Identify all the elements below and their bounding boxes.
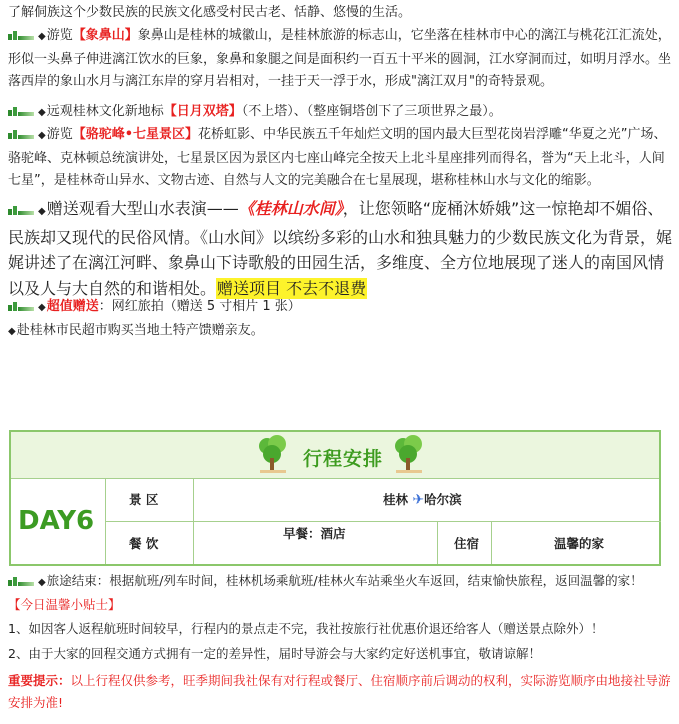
airplane-icon: ✈ <box>412 492 425 508</box>
sun-moon-pagoda-paragraph: ◆远观桂林文化新地标【日月双塔】（不上塔）、（整座铜塔创下了三项世界之最）。 <box>8 101 672 125</box>
show-name: 《桂林山水间》 <box>238 199 343 218</box>
day-label: DAY6 <box>18 506 95 536</box>
meal-value: 早餐：酒店 <box>283 526 346 541</box>
gift-paragraph: ◆超值赠送：网红旅拍（赠送 5 寸相片 1 张） <box>8 296 672 320</box>
itinerary-title: 行程安排 <box>303 448 384 470</box>
route-value <box>383 490 462 508</box>
divider <box>437 522 438 564</box>
tip-item: 1、如因客人返程航班时间较早，行程内的景点走不完，我社按旅行社优惠价退还给客人（赠送景点除外）！ <box>8 621 604 636</box>
sun-moon-pagoda-name: 【日月双塔】 <box>163 104 242 119</box>
bullet-icon: ◆ <box>38 107 46 118</box>
important-notice <box>8 670 672 714</box>
itinerary-table <box>9 430 661 566</box>
tree-icon <box>393 434 425 474</box>
market-paragraph: ◆赴桂林市民超市购买当地土特产馈赠亲友。 <box>8 323 264 338</box>
green-bar-icon <box>8 297 36 311</box>
notice-label: 重要提示： <box>8 673 71 688</box>
stay-label: 住宿 <box>454 536 480 551</box>
route-from: 桂林 <box>383 492 409 507</box>
bullet-icon: ◆ <box>8 326 16 337</box>
green-bar-icon <box>8 572 36 586</box>
camel-peak-paragraph: ◆游览【骆驼峰•七星景区】花桥虹影、中华民族五千年灿烂文明的国内最大巨型花岗岩浮雕“华夏之光”广场、骆驼峰、克林顿总统演讲处，七星景区因为景区内七座山峰完全按天上北斗星座排列而得名，誉为“天上北斗，人间七星”，是桂林奇山异水、文物古迹、自然与人文的完美融合在七星展现，堪称桂林山水与文化的缩影。 <box>8 127 667 188</box>
meal-label: 餐 饮 <box>129 536 159 551</box>
tips-title: 【今日温馨小贴士】 <box>8 597 121 612</box>
divider <box>105 521 661 522</box>
route-to: 哈尔滨 <box>424 492 462 507</box>
bullet-icon: ◆ <box>38 31 46 42</box>
green-bar-icon <box>8 26 36 40</box>
bullet-icon: ◆ <box>38 302 46 313</box>
green-bar-icon <box>8 102 36 116</box>
bullet-icon: ◆ <box>38 130 46 141</box>
green-bar-icon <box>8 125 36 139</box>
show-paragraph: ◆赠送观看大型山水表演——《桂林山水间》，让您领略“庞桶沐娇娥”这一惊艳却不媚俗、民族却又现代的民俗风情。《山水间》以缤纷多彩的山水和独具魅力的少数民族文化为背景，娓娓讲述了在漓江河畔、象鼻山下诗歌般的田园生活，多维度、全方位地展现了迷人的南国风情以及人与大自然的和谐相处。赠送项目 不去不退费 <box>8 199 673 298</box>
scenic-label: 景 区 <box>129 492 159 507</box>
highlight-badge: 赠送项目 不去不退费 <box>217 278 367 298</box>
divider <box>491 522 492 564</box>
green-bar-icon <box>8 201 36 215</box>
tip-item: 2、由于大家的回程交通方式拥有一定的差异性，届时导游会与大家约定好送机事宜，敬请谅解！ <box>8 646 541 661</box>
trip-end-line: ◆旅途结束：根据航班/列车时间，桂林机场乘航班/桂林火车站乘坐火车返回，结束愉快旅程，返回温馨的家！ <box>8 572 672 592</box>
notice-text: 以上行程仅供参考，旺季期间我社保有对行程或餐厅、住宿顺序前后调动的权利，实际游览顺序由地接社导游安排为准! <box>8 673 671 710</box>
stay-value: 温馨的家 <box>554 536 605 551</box>
elephant-hill-paragraph: ◆游览【象鼻山】象鼻山是桂林的城徽山，是桂林旅游的标志山，它坐落在桂林市中心的漓江与桃花江汇流处，形似一头鼻子伸进漓江饮水的巨象，象鼻和象腿之间是面积约一百五十平米的圆洞，江水穿洞而过，如明月浮水。坐落西岸的象山水月与漓江东岸的穿月岩相对，一挂于天一浮于水，形成"漓江双月"的奇特景观。 <box>8 28 672 89</box>
bullet-icon: ◆ <box>38 206 46 217</box>
gift-label: 超值赠送 <box>46 299 99 314</box>
camel-peak-name: 【骆驼峰•七星景区】 <box>72 127 199 142</box>
bullet-icon: ◆ <box>38 577 46 588</box>
elephant-hill-name: 【象鼻山】 <box>72 28 138 43</box>
intro-text: 了解侗族这个少数民族的民族文化感受村民古老、恬静、悠慢的生活。 <box>8 5 412 20</box>
tree-icon <box>257 434 289 474</box>
